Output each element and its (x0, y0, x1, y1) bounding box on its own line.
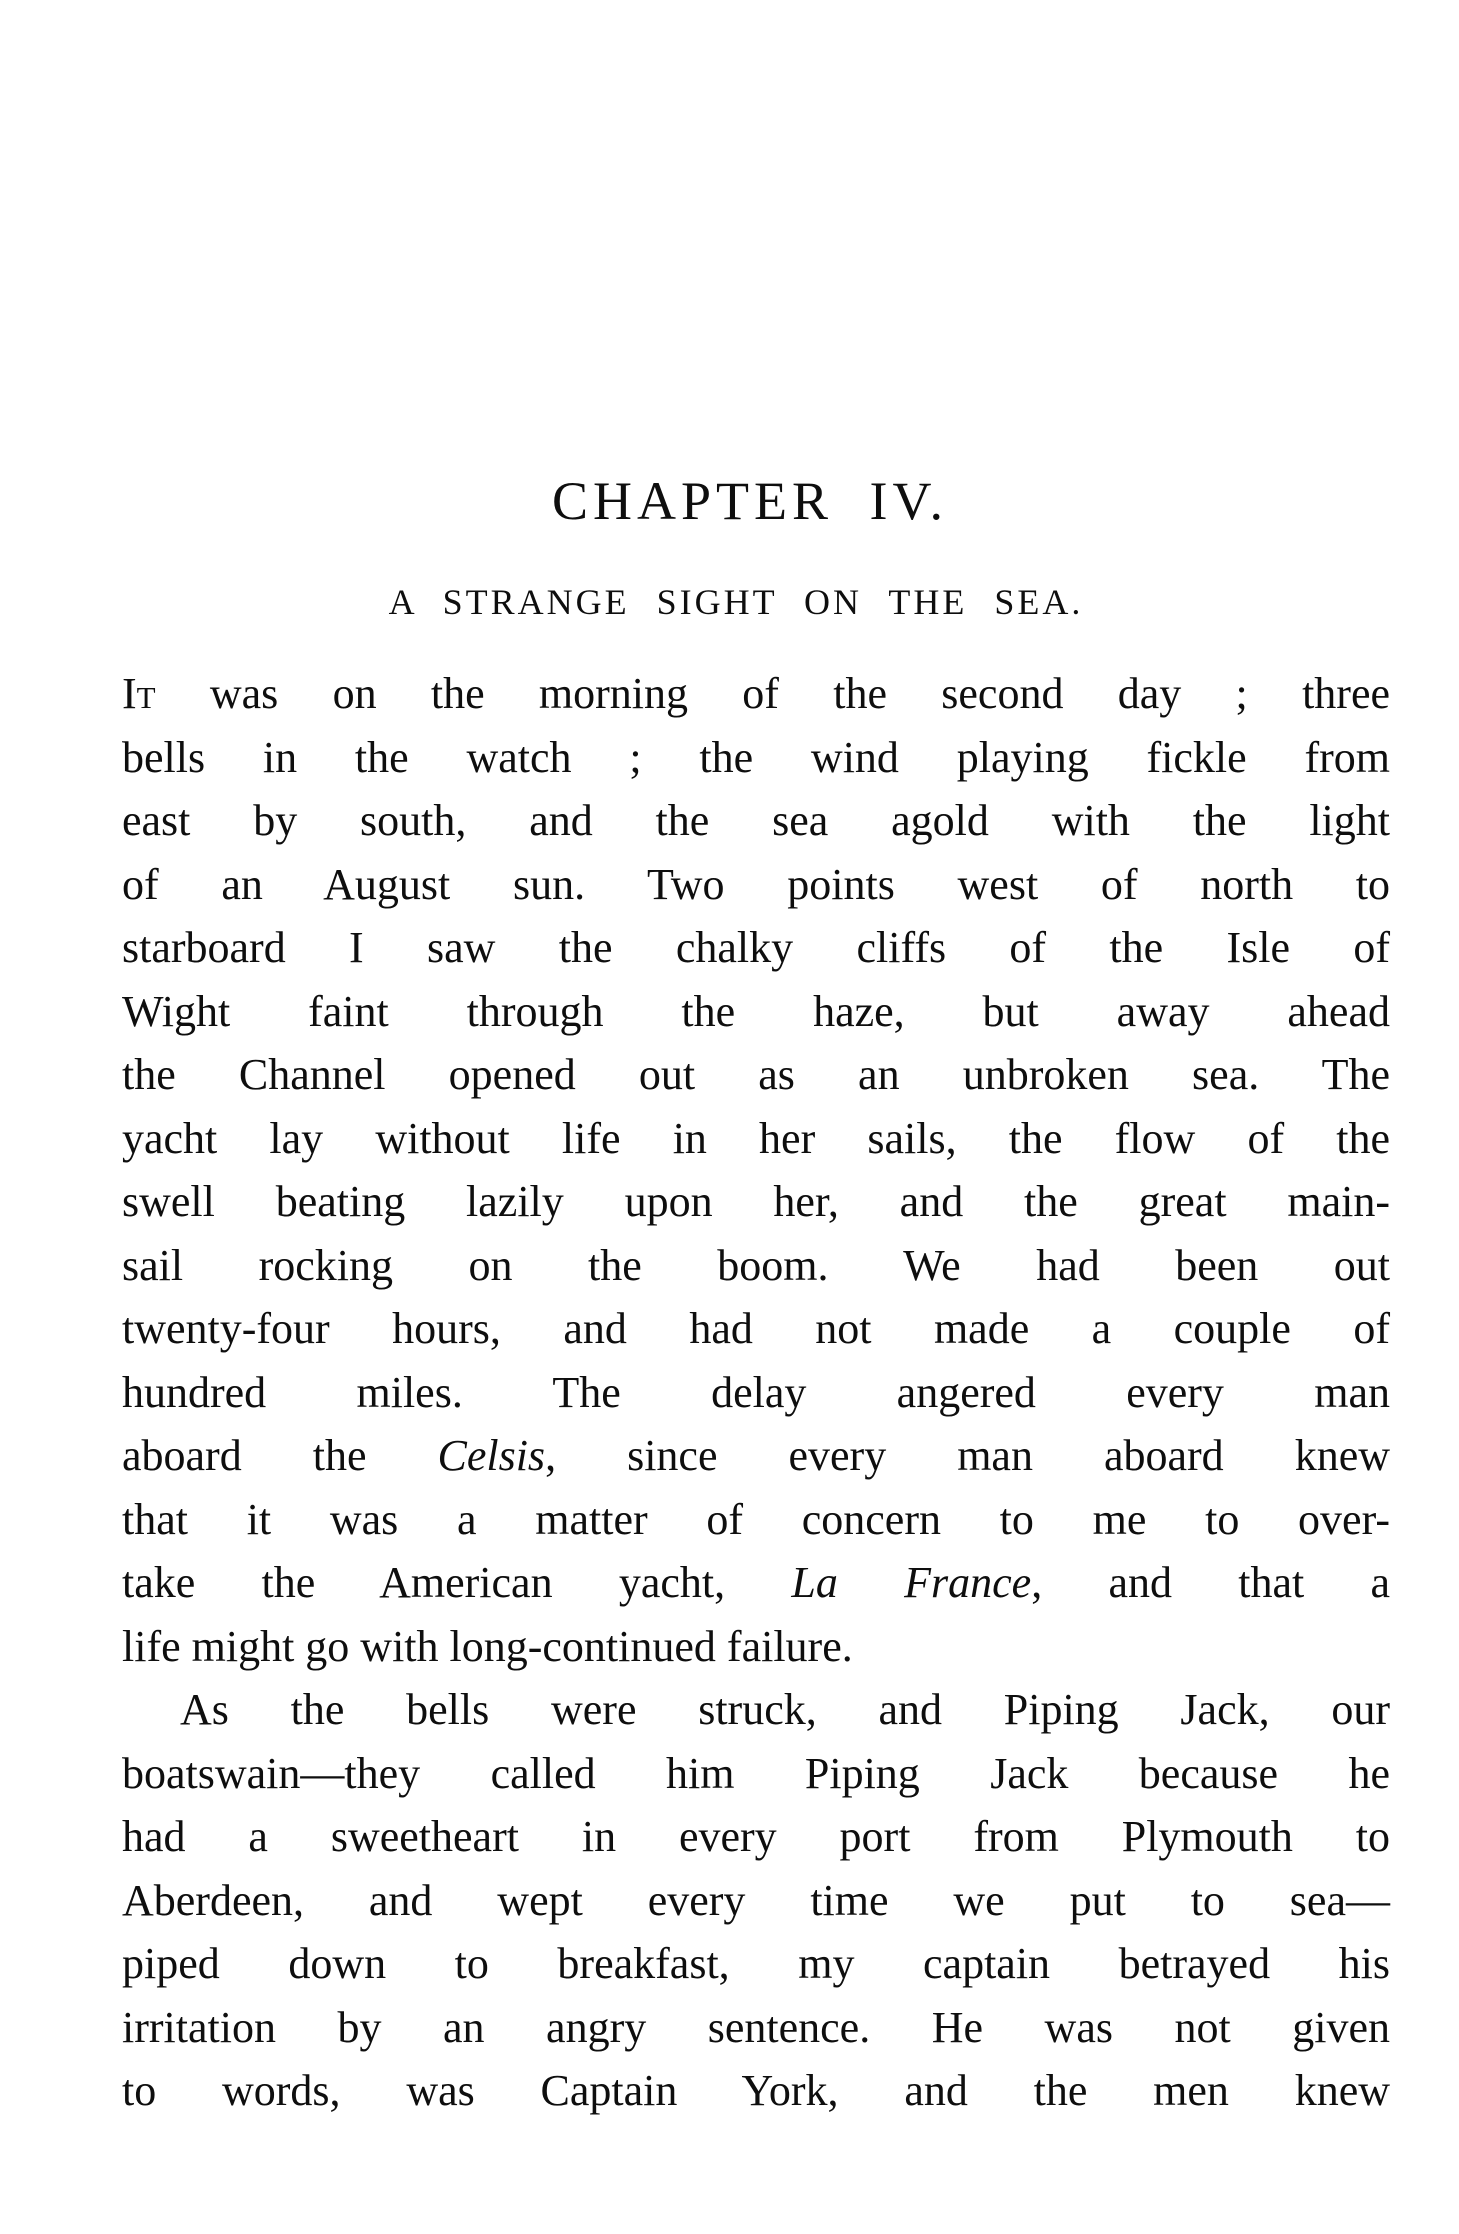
text-segment: was on the morning of the second day ; three (155, 669, 1390, 718)
text-line (122, 1932, 1390, 1996)
text-line (122, 1996, 1390, 2060)
text-segment: starboard I saw the chalky cliffs of the Isle of (122, 923, 1390, 972)
text-segment: , since every man aboard knew (545, 1431, 1390, 1480)
text-line (122, 853, 1390, 917)
chapter-heading: CHAPTER IV. (551, 471, 949, 531)
text-segment: swell beating lazily upon her, and the great main- (122, 1177, 1390, 1226)
text-line (122, 1043, 1390, 1107)
text-segment: irritation by an angry sentence. He was not given (122, 2002, 1390, 2052)
page-body-text (122, 662, 1390, 2123)
text-line (122, 1551, 1390, 1615)
book-page (122, 0, 1390, 2123)
text-line (122, 1805, 1390, 1869)
text-segment: sail rocking on the boom. We had been out (122, 1240, 1390, 1290)
text-line (122, 1297, 1390, 1361)
italic-text: La France (791, 1558, 1032, 1607)
section-heading: A STRANGE SIGHT ON THE SEA. (388, 582, 1084, 622)
italic-text: Celsis (437, 1431, 546, 1480)
text-line (122, 1424, 1390, 1488)
text-line (122, 980, 1390, 1044)
text-line (122, 1107, 1390, 1171)
text-segment: twenty-four hours, and had not made a couple of (122, 1304, 1390, 1353)
text-segment: of an August sun. Two points west of north to (122, 859, 1390, 909)
text-segment: hundred miles. The delay angered every man (122, 1367, 1390, 1417)
text-segment: Aberdeen, and wept every time we put to sea— (122, 1875, 1390, 1925)
text-line (122, 1615, 1390, 1679)
text-segment: piped down to breakfast, my captain betrayed his (122, 1939, 1390, 1988)
text-segment: boatswain—they called him Piping Jack because he (122, 1748, 1390, 1798)
text-segment: that it was a matter of concern to me to over- (122, 1494, 1390, 1544)
text-segment: Wight faint through the haze, but away ahead (122, 986, 1390, 1036)
text-line (122, 726, 1390, 790)
text-segment: aboard the (122, 1431, 438, 1480)
text-line (122, 1742, 1390, 1806)
text-segment: to words, was Captain York, and the men knew (122, 2066, 1390, 2115)
text-line (122, 1678, 1390, 1742)
text-line (122, 1869, 1390, 1933)
text-segment: bells in the watch ; the wind playing fickle from (122, 732, 1390, 782)
text-line (122, 2059, 1390, 2123)
text-segment: yacht lay without life in her sails, the flow of the (122, 1113, 1390, 1163)
text-segment: take the American yacht, (122, 1558, 792, 1607)
text-segment: had a sweetheart in every port from Plymouth to (122, 1812, 1390, 1861)
text-line (122, 1234, 1390, 1298)
text-line (122, 789, 1390, 853)
text-line (122, 1170, 1390, 1234)
text-line (122, 662, 1390, 726)
text-segment: east by south, and the sea agold with the light (122, 796, 1390, 845)
text-segment: , and that a (1031, 1558, 1390, 1607)
text-line (122, 1361, 1390, 1425)
text-line (122, 1488, 1390, 1552)
text-line (122, 916, 1390, 980)
text-segment: the Channel opened out as an unbroken sea. The (122, 1050, 1390, 1099)
text-segment: As the bells were struck, and Piping Jack, our (180, 1685, 1390, 1734)
text-segment: life might go with long-continued failure. (122, 1621, 853, 1671)
text-segment: It (122, 669, 156, 718)
